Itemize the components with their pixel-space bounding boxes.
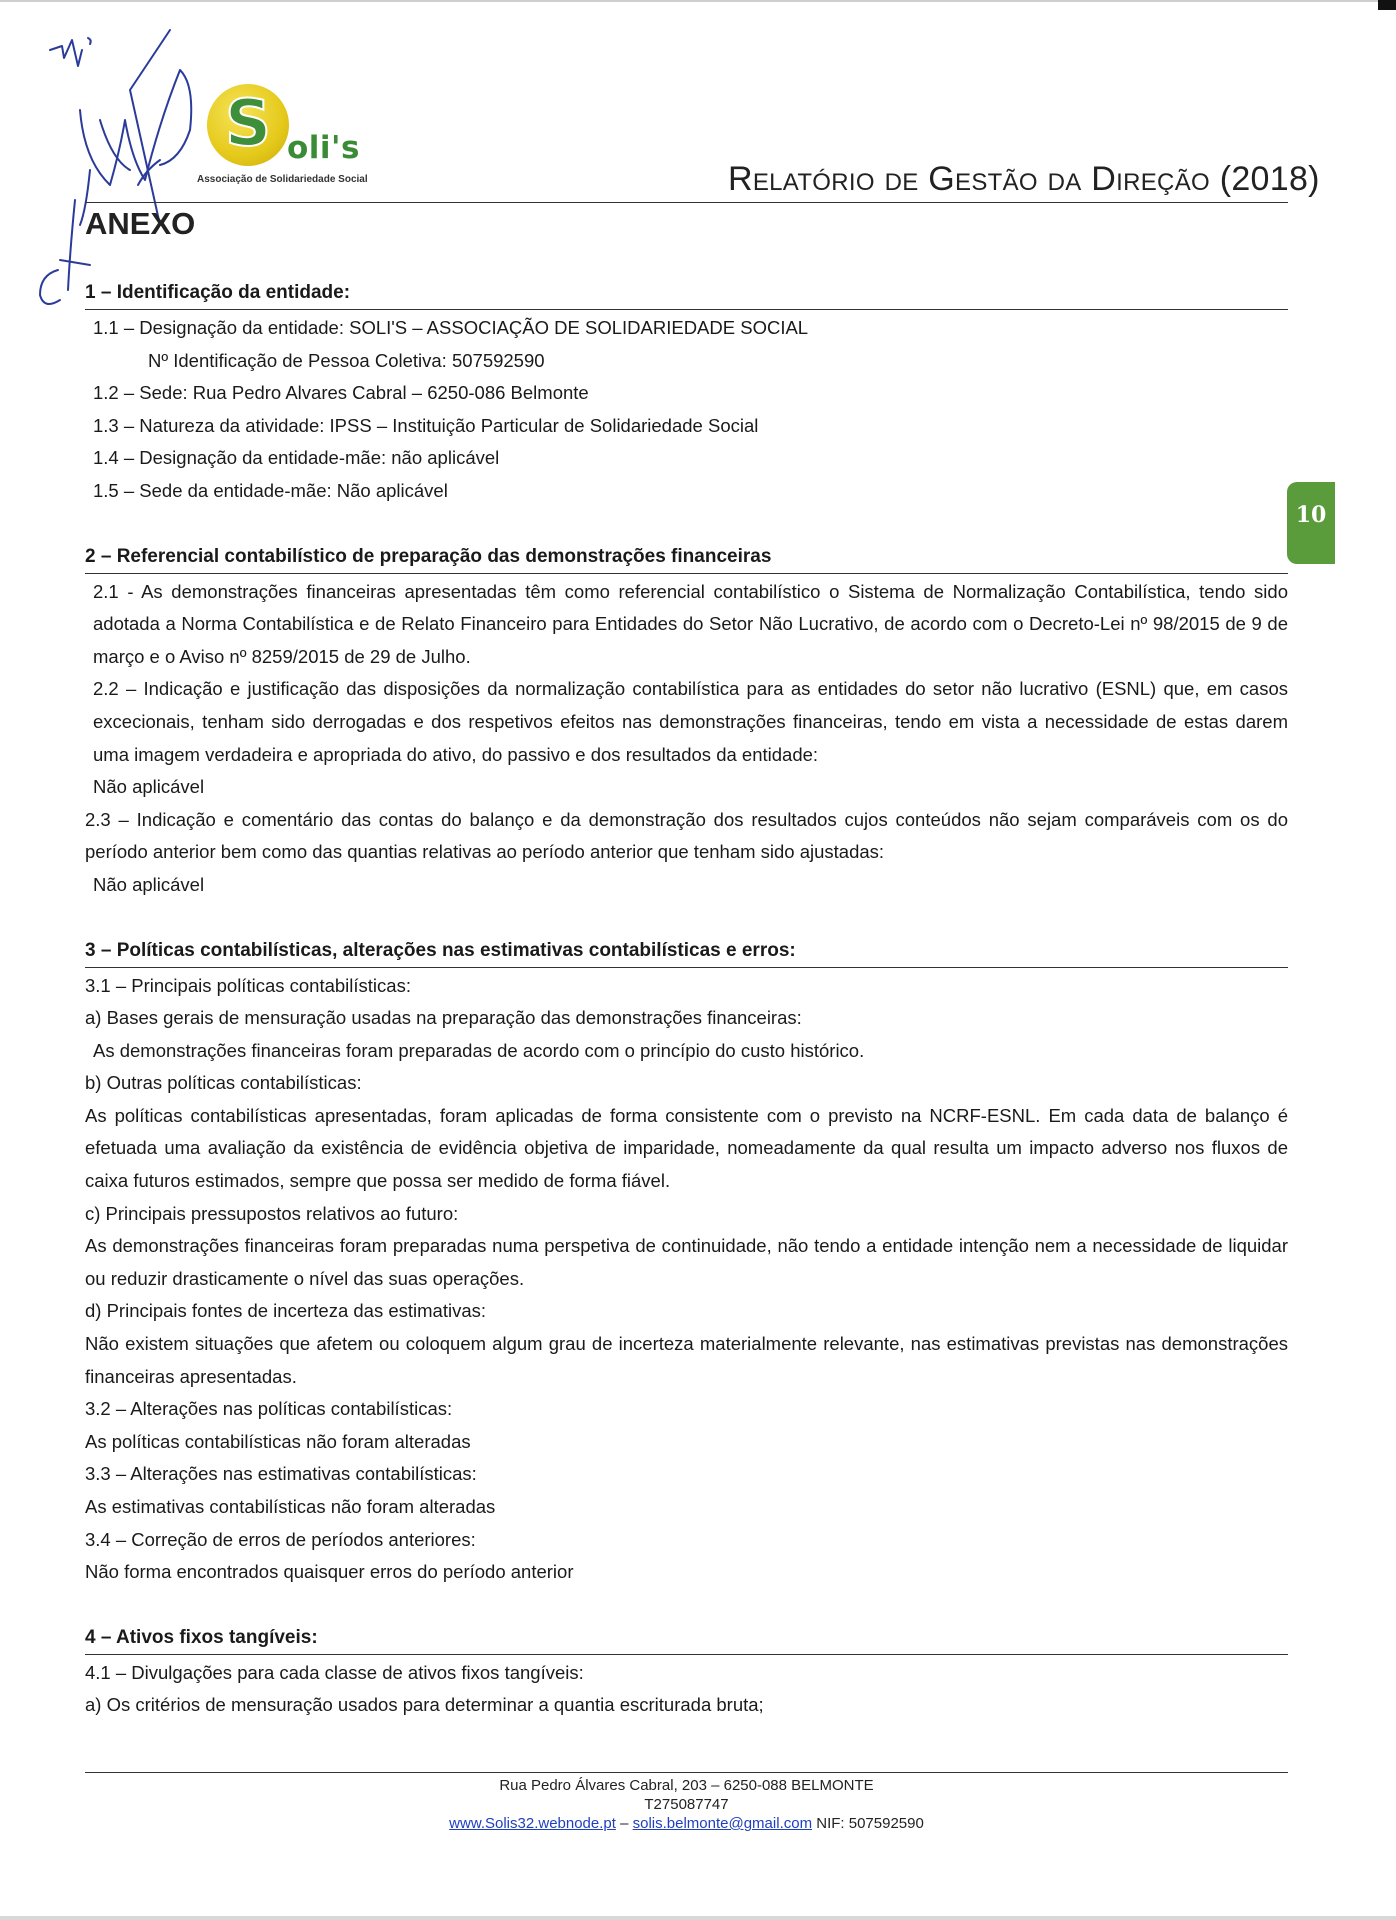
logo-name: oli's [287, 130, 360, 166]
website-link[interactable]: www.Solis32.webnode.pt [449, 1815, 616, 1832]
page-footer [85, 1776, 1288, 1833]
page-number: 10 [1295, 502, 1327, 528]
footer-separator: – [615, 1815, 633, 1832]
email-link[interactable]: solis.belmonte@gmail.com [632, 1815, 813, 1832]
section-3-title: 3 – Políticas contabilísticas, alterações nas estimativas contabilísticas e erros: [85, 939, 796, 961]
section-2-title: 2 – Referencial contabilístico de preparação das demonstrações financeiras [85, 545, 772, 567]
item-1-4: 1.4 – Designação da entidade-mãe: não aplicável [93, 447, 500, 469]
report-title-text: Relatório de Gestão da Direção (2018) [728, 160, 1320, 198]
scan-top-edge [0, 0, 1396, 2]
annex-title: ANEXO [85, 206, 196, 241]
scan-bottom-edge [0, 1916, 1396, 1920]
footer-divider [85, 1772, 1288, 1773]
item-3-1-d-text: Não existem situações que afetem ou coloquem algum grau de incerteza materialmente relevante, nas estimativas previstas nas demonstrações financeiras apresentadas. [85, 1333, 1288, 1387]
section-2-divider [85, 573, 1288, 574]
logo-subtitle: Associação de Solidariedade Social [197, 174, 368, 185]
report-title [728, 160, 1320, 199]
section-4-divider [85, 1654, 1288, 1655]
item-3-3-title: 3.3 – Alterações nas estimativas contabilísticas: [85, 1463, 477, 1485]
item-4-1: 4.1 – Divulgações para cada classe de ativos fixos tangíveis: [85, 1661, 584, 1683]
page-number-tab [1287, 482, 1335, 564]
item-nipc: Nº Identificação de Pessoa Coletiva: 507592590 [148, 349, 545, 371]
footer-contacts [85, 1814, 1288, 1833]
section-1-title: 1 – Identificação da entidade: [85, 282, 351, 303]
paragraph-2-2: 2.2 – Indicação e justificação das disposições da normalização contabilística para as entidades do setor não lucrativo (ESNL) que, em casos excecionais, tenham sido derrogadas e dos respetivos efeitos nas demonstrações financeiras, tendo em vista a necessidade de estas darem uma imagem verdadeira e apropriada do ativo, do passivo e dos resultados da entidade: [93, 678, 1288, 765]
document-body [85, 280, 1288, 1722]
item-3-4-title: 3.4 – Correção de erros de períodos anteriores: [85, 1528, 476, 1550]
item-1-3: 1.3 – Natureza da atividade: IPSS – Instituição Particular de Solidariedade Social [93, 414, 759, 436]
answer-2-2: Não aplicável [93, 776, 205, 798]
item-3-2-text: As políticas contabilísticas não foram alteradas [85, 1430, 471, 1452]
item-3-2-title: 3.2 – Alterações nas políticas contabilísticas: [85, 1398, 453, 1420]
item-4-1-a: a) Os critérios de mensuração usados para determinar a quantia escriturada bruta; [85, 1694, 764, 1716]
item-3-3-text: As estimativas contabilísticas não foram alteradas [85, 1496, 496, 1517]
item-3-1: 3.1 – Principais políticas contabilísticas: [85, 974, 411, 996]
logo-s-glyph: S [224, 87, 272, 161]
paragraph-2-3: 2.3 – Indicação e comentário das contas do balanço e da demonstração dos resultados cujos conteúdos não sejam comparáveis com os do período anterior bem como das quantias relativas ao período anterior que tenham sido ajustadas: [85, 808, 1288, 863]
footer-nif: NIF: 507592590 [812, 1815, 924, 1832]
item-3-4-text: Não forma encontrados quaisquer erros do período anterior [85, 1561, 574, 1583]
section-1-divider [85, 309, 1288, 310]
header-divider [85, 202, 1288, 203]
soli-s-logo [195, 82, 435, 202]
section-4-title: 4 – Ativos fixos tangíveis: [85, 1626, 318, 1648]
item-3-1-c-text: As demonstrações financeiras foram preparadas numa perspetiva de continuidade, não tendo a entidade intenção nem a necessidade de liquidar ou reduzir drasticamente o nível das suas operações. [85, 1235, 1288, 1289]
section-3-divider [85, 967, 1288, 968]
item-1-2: 1.2 – Sede: Rua Pedro Alvares Cabral – 6250-086 Belmonte [93, 382, 589, 404]
footer-address: Rua Pedro Álvares Cabral, 203 – 6250-088 BELMONTE [499, 1777, 874, 1794]
footer-phone: T275087747 [644, 1796, 729, 1813]
item-3-1-a-text: As demonstrações financeiras foram preparadas de acordo com o princípio do custo histórico. [93, 1039, 865, 1061]
paragraph-2-1: 2.1 - As demonstrações financeiras apresentadas têm como referencial contabilístico o Sistema de Normalização Contabilística, tendo sido adotada a Norma Contabilística e de Relato Financeiro para Entidades do Setor Não Lucrativo, de acordo com o Decreto-Lei nº 98/2015 de 9 de março e o Aviso nº 8259/2015 de 29 de Julho. [93, 580, 1288, 667]
item-1-5: 1.5 – Sede da entidade-mãe: Não aplicável [93, 479, 448, 501]
item-3-1-c-title: c) Principais pressupostos relativos ao futuro: [85, 1202, 459, 1224]
item-3-1-a-title: a) Bases gerais de mensuração usadas na preparação das demonstrações financeiras: [85, 1007, 802, 1029]
item-3-1-b-title: b) Outras políticas contabilísticas: [85, 1072, 362, 1094]
item-3-1-b-text: As políticas contabilísticas apresentadas, foram aplicadas de forma consistente com o previsto na NCRF-ESNL. Em cada data de balanço é efetuada uma avaliação da existência de evidência objetiva de imparidade, nomeadamente da qual resulta um impacto adverso nos fluxos de caixa futuros estimados, sempre que possa ser medido de forma fiável. [85, 1104, 1288, 1192]
item-1-1: 1.1 – Designação da entidade: SOLI'S – ASSOCIAÇÃO DE SOLIDARIEDADE SOCIAL [93, 317, 809, 338]
item-3-1-d-title: d) Principais fontes de incerteza das estimativas: [85, 1300, 487, 1322]
scan-corner-mark [1378, 0, 1396, 10]
answer-2-3: Não aplicável [93, 873, 205, 895]
